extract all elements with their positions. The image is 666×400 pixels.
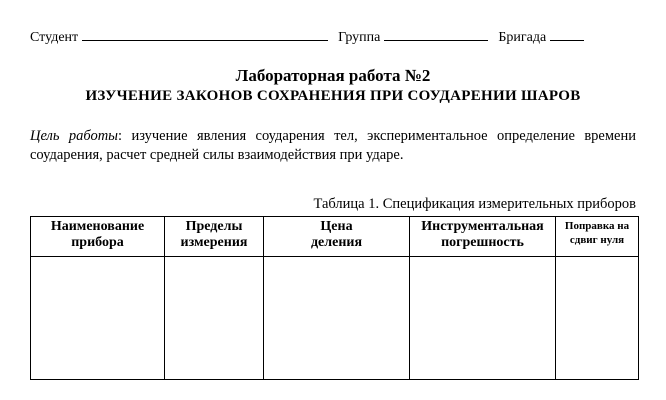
column-header-line: Наименование xyxy=(50,219,145,234)
column-header-line: измерения xyxy=(180,235,248,250)
column-header-error xyxy=(410,217,556,257)
student-info-line xyxy=(30,28,636,46)
table-cell[interactable] xyxy=(556,257,639,380)
column-header-line: Пределы xyxy=(185,219,243,234)
table-header-row xyxy=(31,217,639,257)
brigade-field[interactable] xyxy=(550,28,584,41)
goal-paragraph xyxy=(30,127,636,165)
table-cell[interactable] xyxy=(165,257,264,380)
goal-text: : изучение явления соударения тел, экспериментальное определение времени соударения, расчет средней силы взаимодействия при ударе. xyxy=(30,128,636,163)
group-field[interactable] xyxy=(384,28,488,41)
column-header-line: прибора xyxy=(71,235,124,250)
column-header-limits xyxy=(165,217,264,257)
column-header-line: погрешность xyxy=(441,235,524,250)
lab-title: Лабораторная работа №2 xyxy=(235,66,431,85)
title-block xyxy=(0,66,666,106)
table-caption: Таблица 1. Спецификация измерительных приборов xyxy=(313,196,636,212)
student-label: Студент xyxy=(30,30,79,45)
table-cell[interactable] xyxy=(410,257,556,380)
column-header-line: деления xyxy=(310,235,363,250)
column-header-line: Поправка на xyxy=(564,220,630,232)
lab-subtitle: ИЗУЧЕНИЕ ЗАКОНОВ СОХРАНЕНИЯ ПРИ СОУДАРЕНИИ ШАРОВ xyxy=(85,88,581,104)
column-header-division xyxy=(264,217,410,257)
column-header-line: Инструментальная xyxy=(421,219,544,234)
table-cell[interactable] xyxy=(31,257,165,380)
goal-label: Цель работы xyxy=(30,128,119,144)
instruments-table xyxy=(30,216,639,380)
column-header-name xyxy=(31,217,165,257)
group-label: Группа xyxy=(338,30,381,45)
table-cell[interactable] xyxy=(264,257,410,380)
column-header-line: сдвиг нуля xyxy=(569,234,625,246)
table-row xyxy=(31,257,639,380)
column-header-zero-correction xyxy=(556,217,639,257)
column-header-line: Цена xyxy=(320,219,353,234)
student-name-field[interactable] xyxy=(82,28,328,41)
brigade-label: Бригада xyxy=(498,30,547,45)
